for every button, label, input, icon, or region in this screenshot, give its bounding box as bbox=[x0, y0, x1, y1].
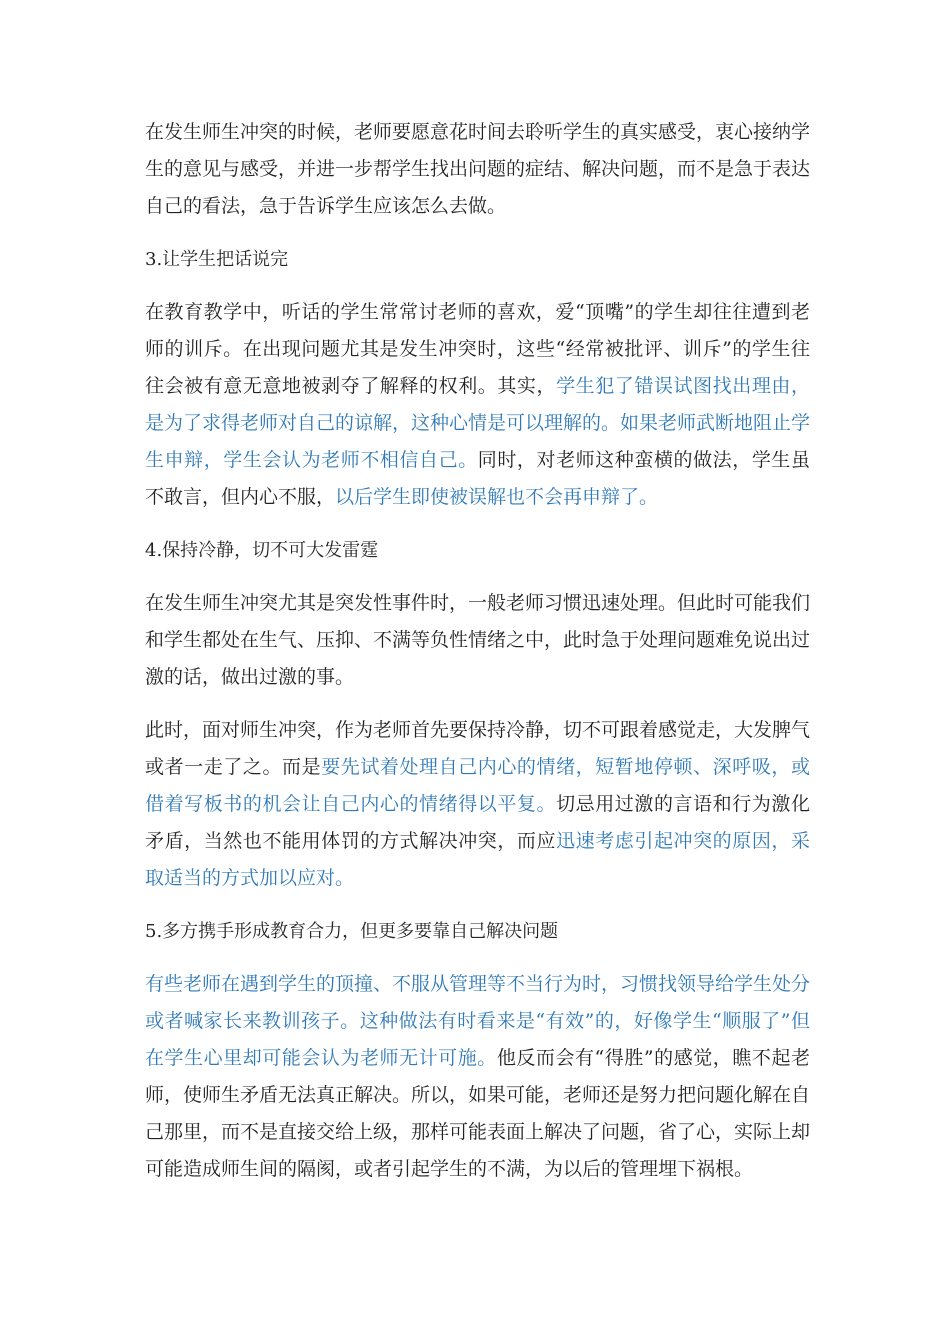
heading-text: 4.保持冷静，切不可大发雷霆 bbox=[145, 540, 379, 561]
heading-let-students-finish bbox=[145, 241, 810, 278]
document-body bbox=[145, 114, 810, 1204]
paragraph-joint-effort bbox=[145, 966, 810, 1188]
text-segment: 在发生师生冲突尤其是突发性事件时，一般老师习惯迅速处理。但此时可能我们和学生都处在生气、压抑、不满等负性情绪之中，此时急于处理问题难免说出过激的话，做出过激的事。 bbox=[145, 592, 811, 688]
highlighted-text: 有些老师在遇到学生的顶撞、不服从管理等不当行为时，习惯找领导给学生处分或者喊家长来教训孩子。这种做法有时看来是“有效”的，好像学生“顺服了”但在学生心里却可能会认为老师无计可施。 bbox=[145, 973, 811, 1069]
text-segment: 他反而会有“得胜”的感觉，瞧不起老师，使师生矛盾无法真正解决。所以，如果可能，老师还是努力把问题化解在自己那里，而不是直接交给上级，那样可能表面上解决了问题，省了心，实际上却可能造成师生间的隔阂，或者引起学生的不满，为以后的管理埋下祸根。 bbox=[145, 1047, 811, 1180]
highlighted-text: 迅速考虑引起冲突的原因，采取适当的方式加以应对。 bbox=[145, 830, 810, 889]
text-segment: 在发生师生冲突的时候，老师要愿意花时间去聆听学生的真实感受，衷心接纳学生的意见与感受，并进一步帮学生找出问题的症结、解决问题，而不是急于表达自己的看法，急于告诉学生应该怎么去做。 bbox=[145, 121, 811, 217]
paragraph-listening bbox=[145, 114, 810, 225]
heading-text: 3.让学生把话说完 bbox=[145, 249, 289, 270]
highlighted-text: 要先试着处理自己内心的情绪，短暂地停顿、深呼吸，或借着写板书的机会让自己内心的情绪得以平复。 bbox=[145, 756, 810, 815]
paragraph-stay-calm-1 bbox=[145, 585, 810, 696]
heading-text: 5.多方携手形成教育合力，但更多要靠自己解决问题 bbox=[145, 921, 559, 942]
text-segment: 切忌用过激的言语和行为激化矛盾，当然也不能用体罚的方式解决冲突，而应 bbox=[145, 793, 810, 852]
text-segment: 在教育教学中，听话的学生常常讨老师的喜欢，爱“顶嘴”的学生却往往遭到老师的训斥。在出现问题尤其是发生冲突时，这些“经常被批评、训斥”的学生往往会被有意无意地被剥夺了解释的权利。其实， bbox=[145, 301, 810, 397]
paragraph-let-students-finish bbox=[145, 294, 810, 516]
text-segment: 此时，面对师生冲突，作为老师首先要保持冷静，切不可跟着感觉走，大发脾气或者一走了之。而是 bbox=[145, 719, 811, 778]
highlighted-text: 学生犯了错误试图找出理由，是为了求得老师对自己的谅解，这种心情是可以理解的。如果老师武断地阻止学生申辩，学生会认为老师不相信自己。 bbox=[145, 375, 811, 471]
paragraph-stay-calm-2 bbox=[145, 712, 810, 897]
heading-stay-calm bbox=[145, 532, 810, 569]
heading-joint-effort bbox=[145, 913, 810, 950]
highlighted-text: 以后学生即使被误解也不会再申辩了。 bbox=[335, 486, 659, 508]
text-segment: 同时，对老师这种蛮横的做法，学生虽不敢言，但内心不服， bbox=[145, 449, 810, 508]
